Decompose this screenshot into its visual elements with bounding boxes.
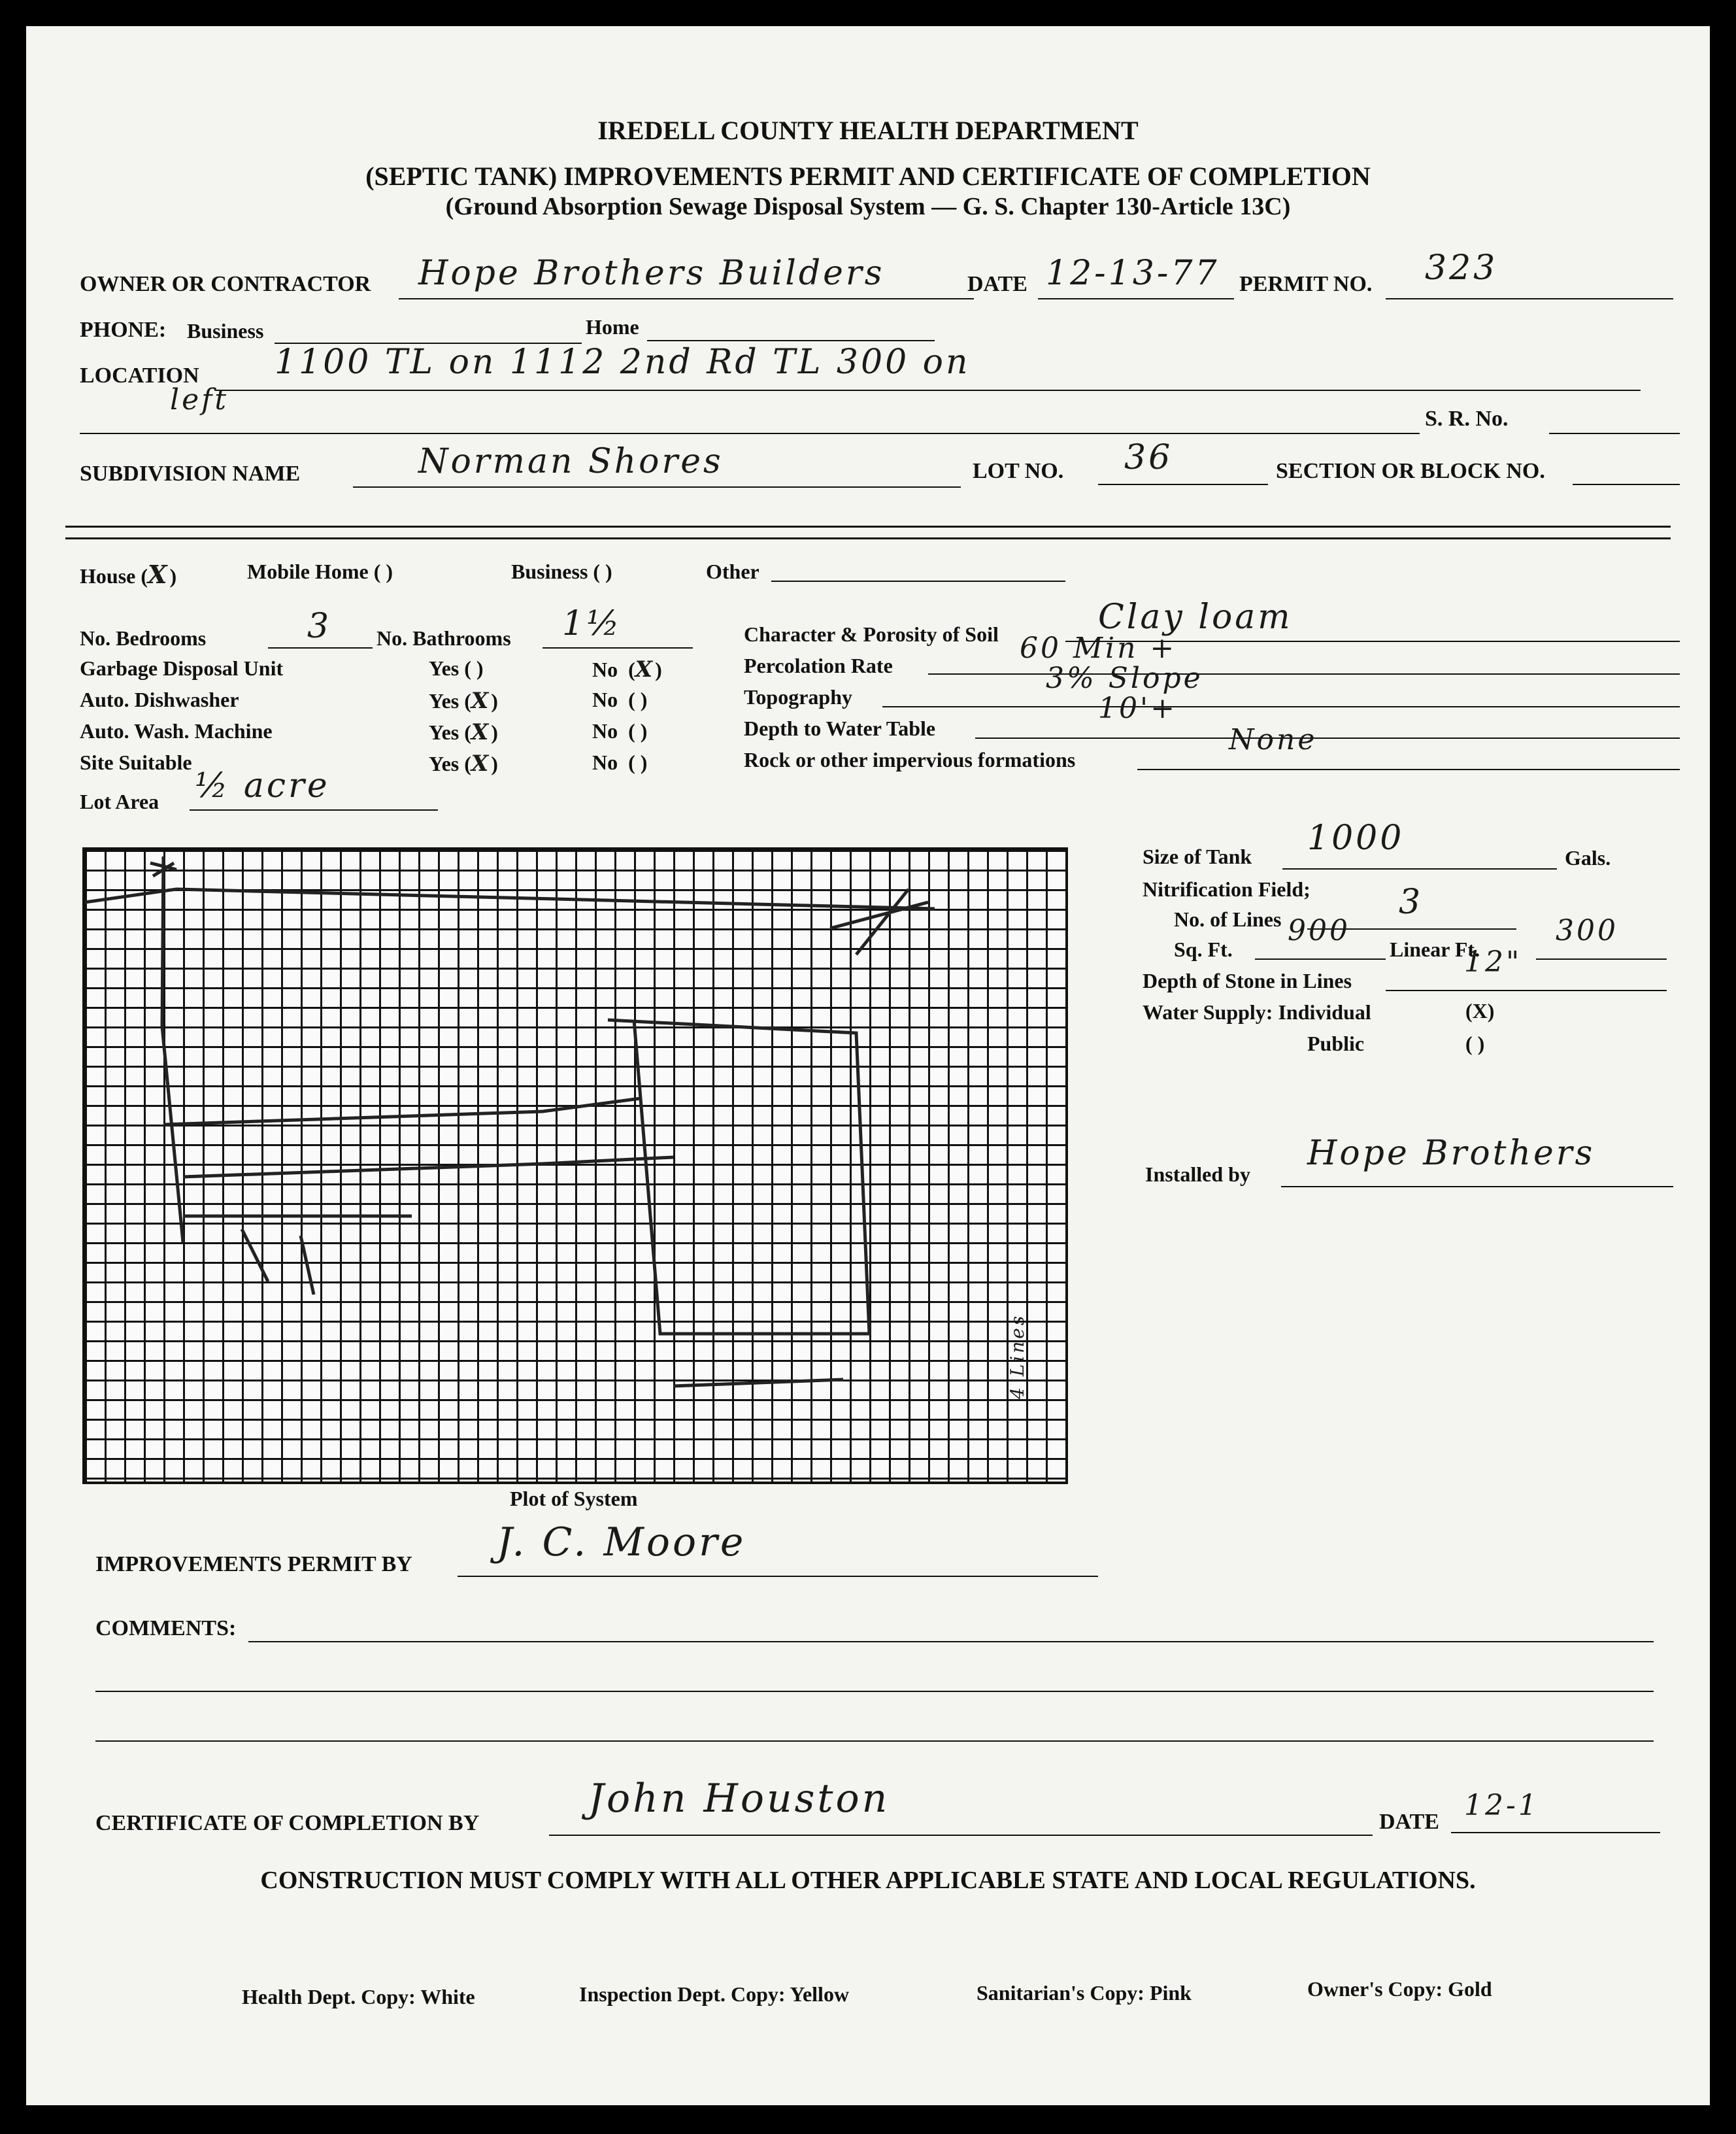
sr-no-label: S. R. No. (1425, 407, 1509, 431)
sketch-line-mid-2 (183, 1157, 673, 1177)
permit-form (26, 26, 1710, 2105)
date-label: DATE (967, 272, 1027, 296)
bathrooms-value: 1½ (562, 604, 622, 643)
house-option[interactable] (80, 560, 176, 589)
section-label: SECTION OR BLOCK NO. (1276, 459, 1545, 483)
location-value: 1100 TL on 1112 2nd Rd TL 300 on (275, 343, 971, 382)
garbage-no-close: ) (655, 658, 662, 681)
form-subtitle: (SEPTIC TANK) IMPROVEMENTS PERMIT AND CERTIFICATE OF COMPLETION (365, 161, 1371, 191)
owner-value: Hope Brothers Builders (418, 254, 885, 293)
lot-no-label: LOT NO. (973, 459, 1064, 483)
bathrooms-label: No. Bathrooms (376, 626, 511, 650)
soil-character-value: Clay loam (1098, 598, 1293, 637)
tank-unit: Gals. (1565, 846, 1611, 870)
washer-yes-mark: X (471, 719, 492, 745)
linear-ft-value: 300 (1556, 914, 1618, 947)
public-mark[interactable]: ( ) (1465, 1032, 1485, 1055)
house-label: House ( (80, 564, 148, 588)
form-title: IREDELL COUNTY HEALTH DEPARTMENT (597, 116, 1139, 145)
lines-value: 3 (1399, 883, 1424, 922)
copy-sanitarian: Sanitarian's Copy: Pink (976, 1981, 1192, 2005)
public-label: Public (1307, 1032, 1365, 1055)
lines-label: No. of Lines (1174, 907, 1282, 931)
certificate-date-value: 12-1 (1464, 1789, 1539, 1822)
installed-by-label: Installed by (1145, 1162, 1250, 1186)
perc-rate-label: Percolation Rate (744, 654, 893, 677)
site-yes[interactable] (429, 751, 498, 777)
owner-label: OWNER OR CONTRACTOR (80, 272, 371, 296)
compliance-notice: CONSTRUCTION MUST COMPLY WITH ALL OTHER APPLICABLE STATE AND LOCAL REGULATIONS. (260, 1867, 1476, 1894)
dishwasher-yes-text: Yes (429, 689, 459, 713)
nitrification-label: Nitrification Field; (1143, 877, 1310, 901)
site-yes-open: ( (464, 752, 471, 775)
washer-no-box: ( ) (628, 719, 648, 743)
improvements-label: IMPROVEMENTS PERMIT BY (95, 1552, 412, 1576)
site-no-text: No (592, 751, 618, 774)
individual-mark[interactable]: (X) (1465, 999, 1495, 1023)
mobile-home-option[interactable]: Mobile Home ( ) (247, 560, 393, 583)
rock-label: Rock or other impervious formations (744, 748, 1076, 771)
stone-depth-label: Depth of Stone in Lines (1143, 969, 1352, 992)
sketch-lines-left (183, 1216, 412, 1295)
permit-value: 323 (1425, 248, 1498, 288)
garbage-yes-text: Yes (429, 656, 459, 680)
lot-area-value: ½ acre (195, 766, 330, 805)
business-option[interactable]: Business ( ) (511, 560, 612, 583)
installed-by-value: Hope Brothers (1307, 1134, 1595, 1173)
comments-label: COMMENTS: (95, 1616, 237, 1640)
phone-business-label: Business (187, 319, 264, 343)
site-yes-mark: X (471, 751, 492, 777)
sketch-house-outline (608, 1020, 869, 1334)
dishwasher-yes-close: ) (491, 689, 498, 713)
location-label: LOCATION (80, 364, 199, 388)
linear-ft-label: Linear Ft. (1390, 938, 1480, 961)
garbage-no[interactable] (592, 656, 662, 683)
washer-yes-text: Yes (429, 720, 459, 744)
site-label: Site Suitable (80, 751, 192, 774)
plot-sketch (85, 850, 1065, 1482)
lot-area-label: Lot Area (80, 790, 159, 813)
subdivision-label: SUBDIVISION NAME (80, 462, 301, 486)
tank-size-label: Size of Tank (1143, 845, 1252, 868)
sketch-road-line (85, 889, 935, 909)
improvements-value: J. C. Moore (497, 1519, 746, 1565)
dishwasher-yes[interactable] (429, 688, 498, 714)
water-table-label: Depth to Water Table (744, 717, 936, 740)
washer-yes[interactable] (429, 719, 498, 745)
plot-note: 4 Lines (1007, 1313, 1028, 1399)
dishwasher-no-box: ( ) (628, 688, 648, 711)
soil-character-label: Character & Porosity of Soil (744, 622, 999, 646)
house-close: ) (169, 564, 177, 588)
bedrooms-label: No. Bedrooms (80, 626, 207, 650)
sketch-bottom-line (673, 1380, 843, 1386)
garbage-yes-box: ( ) (464, 656, 484, 680)
site-no[interactable] (592, 751, 647, 775)
perc-rate-value: 60 Min + (1020, 632, 1177, 665)
dishwasher-yes-mark: X (471, 688, 492, 714)
water-supply-label: Water Supply: Individual (1143, 1000, 1371, 1024)
lot-no-value: 36 (1124, 438, 1173, 477)
bedrooms-value: 3 (307, 607, 332, 646)
other-label: Other (706, 560, 760, 583)
location-value-2: left (170, 383, 229, 416)
site-yes-text: Yes (429, 752, 459, 775)
washer-yes-open: ( (464, 720, 471, 744)
certificate-signature: John Houston (588, 1776, 890, 1821)
dishwasher-no[interactable] (592, 688, 647, 712)
sketch-line-vertical (162, 856, 183, 1242)
house-mark: X (148, 560, 170, 589)
topography-label: Topography (744, 685, 852, 709)
garbage-no-mark: X (635, 656, 656, 683)
copy-owner: Owner's Copy: Gold (1307, 1977, 1492, 2001)
sqft-value: 900 (1288, 914, 1350, 947)
sketch-line-mid (163, 1098, 641, 1125)
garbage-label: Garbage Disposal Unit (80, 656, 284, 680)
phone-label: PHONE: (80, 318, 167, 342)
permit-label: PERMIT NO. (1239, 272, 1373, 296)
dishwasher-no-text: No (592, 688, 618, 711)
phone-home-label: Home (586, 315, 639, 339)
certificate-date-label: DATE (1379, 1810, 1439, 1834)
copy-inspection-dept: Inspection Dept. Copy: Yellow (579, 1982, 850, 2006)
water-table-value: 10'+ (1098, 692, 1177, 725)
copy-health-dept: Health Dept. Copy: White (242, 1985, 475, 2008)
site-yes-close: ) (491, 752, 498, 775)
subdivision-value: Norman Shores (418, 442, 724, 481)
garbage-yes[interactable] (429, 656, 484, 681)
washer-label: Auto. Wash. Machine (80, 719, 273, 743)
topography-value: 3% Slope (1046, 662, 1203, 695)
garbage-no-text: No (592, 658, 618, 681)
dishwasher-yes-open: ( (464, 689, 471, 713)
sqft-label: Sq. Ft. (1174, 938, 1233, 961)
tank-size-value: 1000 (1307, 819, 1405, 858)
form-subtitle-2: (Ground Absorption Sewage Disposal System — G. S. Chapter 130-Article 13C) (445, 193, 1291, 220)
date-value: 12-13-77 (1046, 254, 1220, 293)
stone-depth-value: 12" (1464, 945, 1522, 979)
sketch-scribble-top-right (830, 889, 928, 955)
plot-drawing (85, 856, 935, 1386)
site-no-box: ( ) (628, 751, 648, 774)
washer-yes-close: ) (491, 720, 498, 744)
rock-value: None (1229, 723, 1318, 756)
dishwasher-label: Auto. Dishwasher (80, 688, 239, 711)
washer-no-text: No (592, 719, 618, 743)
plot-grid (82, 847, 1068, 1484)
washer-no[interactable] (592, 719, 647, 743)
certificate-label: CERTIFICATE OF COMPLETION BY (95, 1811, 480, 1835)
plot-caption: Plot of System (510, 1487, 638, 1510)
garbage-no-open: ( (628, 658, 635, 681)
